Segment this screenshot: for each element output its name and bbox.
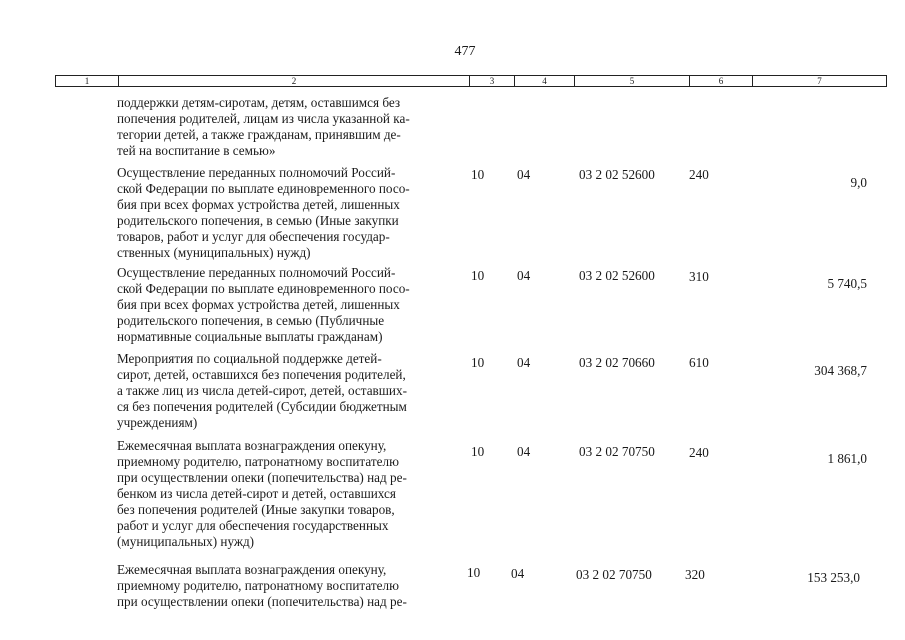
description-line: бия при всех формах устройства детей, лишенных [117, 297, 400, 312]
amount-value: 9,0 [850, 175, 867, 190]
expense-type-code: 320 [685, 567, 705, 582]
column-header-cell: 7 [752, 76, 886, 86]
description-line: сирот, детей, оставшихся без попечения родителей, [117, 367, 406, 382]
description-line: тегории детей, а также гражданам, принявшим де- [117, 127, 401, 142]
description-line: тей на воспитание в семью» [117, 143, 276, 158]
description-line: Ежемесячная выплата вознаграждения опекуну, [117, 562, 387, 577]
subsection-code: 04 [517, 355, 531, 370]
description-line: без попечения родителей (Иные закупки товаров, [117, 502, 395, 517]
row-description [117, 265, 452, 345]
amount-value: 1 861,0 [827, 451, 867, 466]
amount-value: 5 740,5 [827, 276, 867, 291]
description-line: (муниципальных) нужд) [117, 534, 255, 549]
description-line: приемному родителю, патронатному воспитателю [117, 578, 399, 593]
description-line: ской Федерации по выплате единовременного посо- [117, 181, 410, 196]
column-header-cell: 2 [118, 76, 469, 86]
section-code: 10 [471, 444, 485, 459]
subsection-code: 04 [517, 268, 531, 283]
description-line: Ежемесячная выплата вознаграждения опекуну, [117, 438, 387, 453]
column-header-cell: 5 [574, 76, 689, 86]
target-article-code: 03 2 02 70750 [576, 567, 652, 582]
subsection-code: 04 [517, 167, 531, 182]
row-description [117, 95, 452, 159]
description-line: приемному родителю, патронатному воспитателю [117, 454, 399, 469]
description-line: бенком из числа детей-сирот и детей, оставшихся [117, 486, 396, 501]
column-header-cell: 3 [469, 76, 514, 86]
expense-type-code: 310 [689, 269, 709, 284]
description-line: ся без попечения родителей (Субсидии бюджетным [117, 399, 407, 414]
description-line: бия при всех формах устройства детей, лишенных [117, 197, 400, 212]
description-line: нормативные социальные выплаты гражданам) [117, 329, 383, 344]
row-description [117, 438, 452, 550]
subsection-code: 04 [511, 566, 525, 581]
expense-type-code: 610 [689, 355, 709, 370]
description-line: при осуществлении опеки (попечительства) над ре- [117, 594, 407, 609]
row-description [117, 562, 452, 610]
column-header-cell: 6 [689, 76, 752, 86]
column-header-row [55, 75, 887, 87]
description-line: поддержки детям-сиротам, детям, оставшимся без [117, 95, 401, 110]
section-code: 10 [471, 268, 485, 283]
target-article-code: 03 2 02 52600 [579, 268, 655, 283]
column-header-cell: 1 [84, 76, 90, 86]
row-description [117, 351, 452, 431]
description-line: Мероприятия по социальной поддержке детей- [117, 351, 382, 366]
description-line: работ и услуг для обеспечения государственных [117, 518, 389, 533]
description-line: ственных (муниципальных) нужд) [117, 245, 311, 260]
row-description [117, 165, 452, 261]
target-article-code: 03 2 02 70750 [579, 444, 655, 459]
description-line: родительского попечения, в семью (Иные закупки [117, 213, 399, 228]
description-line: Осуществление переданных полномочий Россий- [117, 165, 396, 180]
description-line: при осуществлении опеки (попечительства) над ре- [117, 470, 407, 485]
column-header-cell: 4 [514, 76, 574, 86]
description-line: товаров, работ и услуг для обеспечения государ- [117, 229, 390, 244]
target-article-code: 03 2 02 70660 [579, 355, 655, 370]
description-line: а также лиц из числа детей-сирот, детей, оставших- [117, 383, 407, 398]
amount-value: 304 368,7 [814, 363, 867, 378]
expense-type-code: 240 [689, 445, 709, 460]
target-article-code: 03 2 02 52600 [579, 167, 655, 182]
page-number: 477 [454, 44, 476, 59]
section-code: 10 [471, 355, 485, 370]
description-line: родительского попечения, в семью (Публичные [117, 313, 385, 328]
description-line: учреждениям) [117, 415, 198, 430]
description-line: попечения родителей, лицам из числа указанной ка- [117, 111, 410, 126]
subsection-code: 04 [517, 444, 531, 459]
section-code: 10 [467, 565, 481, 580]
section-code: 10 [471, 167, 485, 182]
description-line: ской Федерации по выплате единовременного посо- [117, 281, 410, 296]
description-line: Осуществление переданных полномочий Россий- [117, 265, 396, 280]
expense-type-code: 240 [689, 167, 709, 182]
amount-value: 153 253,0 [807, 570, 860, 585]
